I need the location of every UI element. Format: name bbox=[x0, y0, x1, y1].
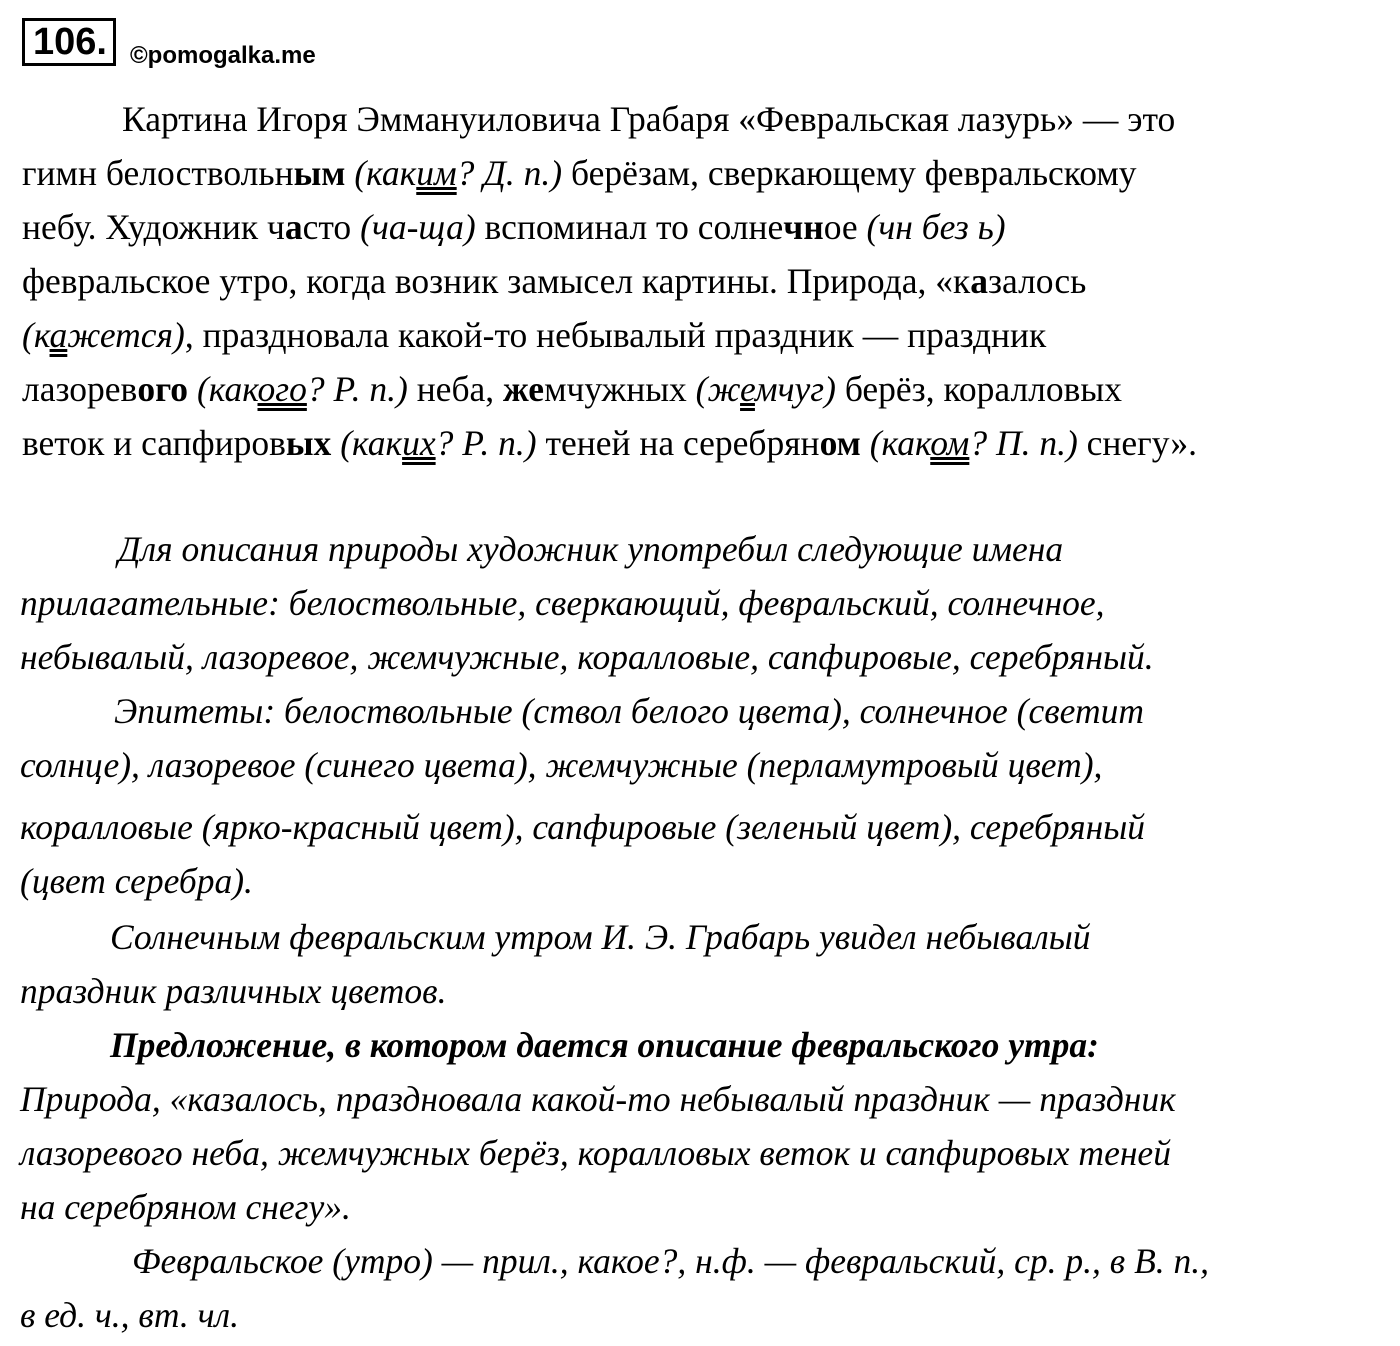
grammar-hint bbox=[22, 315, 185, 355]
ending-bold: ого bbox=[137, 369, 189, 409]
text-fragment: сто bbox=[302, 207, 352, 247]
text-line-2 bbox=[22, 146, 1392, 200]
text-fragment: берёзам, сверкающему февральскому bbox=[570, 153, 1137, 193]
grammar-hint bbox=[197, 369, 408, 409]
text-fragment: вспоминал то солне bbox=[484, 207, 784, 247]
text-fragment: гимн белоствольн bbox=[22, 153, 294, 193]
text-fragment: ое bbox=[823, 207, 858, 247]
grammar-hint bbox=[696, 369, 836, 409]
text-fragment: , праздновала какой-то небывалый праздник — праздник bbox=[184, 315, 1047, 355]
text-fragment: снегу». bbox=[1086, 423, 1198, 463]
letters-bold: чн bbox=[783, 207, 824, 247]
answer-line: небывалый, лазоревое, жемчужные, коралловые, сапфировые, серебряный. bbox=[20, 637, 1154, 677]
hint-underlined: а bbox=[49, 315, 68, 355]
hint-fragment: мчуг) bbox=[754, 369, 836, 409]
hint-fragment: (как bbox=[869, 423, 931, 463]
text-fragment: берёз, коралловых bbox=[844, 369, 1123, 409]
text-fragment: неба, bbox=[416, 369, 495, 409]
answer-line: Солнечным февральским утром И. Э. Грабарь увидел небывалый bbox=[110, 917, 1091, 957]
text-line-4 bbox=[22, 254, 1392, 308]
text-fragment: лазорев bbox=[22, 369, 138, 409]
letter-bold: ж bbox=[503, 369, 529, 409]
text-fragment: веток и сапфиров bbox=[22, 423, 286, 463]
hint-fragment: (как bbox=[340, 423, 403, 463]
grammar-hint bbox=[354, 153, 562, 193]
text-line-5 bbox=[22, 308, 1392, 362]
hint-fragment: (как bbox=[354, 153, 417, 193]
answer-line: Для описания природы художник употребил следующие имена bbox=[118, 529, 1064, 569]
answer-line: на серебряном снегу». bbox=[20, 1187, 351, 1227]
hint-underlined: им bbox=[416, 153, 457, 193]
answer-line: Февральское (утро) — прил., какое?, н.ф. — февральский, ср. р., в В. п., bbox=[132, 1241, 1210, 1281]
grammar-hint: (ча-ща) bbox=[360, 207, 476, 247]
hint-fragment: (как bbox=[196, 369, 258, 409]
hint-fragment: ? Д. п.) bbox=[456, 153, 563, 193]
text-fragment: февральское утро, когда возник замысел картины. Природа, «к bbox=[22, 261, 971, 301]
answer-line: в ед. ч., вт. чл. bbox=[20, 1295, 239, 1335]
ending-bold: ом bbox=[819, 423, 861, 463]
exercise-number: 106. bbox=[22, 18, 116, 66]
answer-line: солнце), лазоревое (синего цвета), жемчужные (перламутровый цвет), bbox=[20, 745, 1103, 785]
answer-line: (цвет серебра). bbox=[20, 861, 253, 901]
answer-line: Эпитеты: белоствольные (ствол белого цвета), солнечное (светит bbox=[114, 691, 1144, 731]
answer-line: лазоревого неба, жемчужных берёз, коралловых веток и сапфировых теней bbox=[20, 1133, 1171, 1173]
hint-underlined: их bbox=[402, 423, 436, 463]
hint-underlined: ом bbox=[930, 423, 970, 463]
ending-bold: ым bbox=[293, 153, 346, 193]
letter-bold: а bbox=[284, 207, 303, 247]
answer-line: коралловые (ярко-красный цвет), сапфировые (зеленый цвет), серебряный bbox=[20, 807, 1146, 847]
ending-bold: ых bbox=[285, 423, 332, 463]
letter-bold: а bbox=[970, 261, 988, 301]
hint-underlined: е bbox=[740, 369, 755, 409]
site-watermark: ©pomogalka.me bbox=[130, 42, 316, 69]
text-line-7 bbox=[22, 416, 1392, 470]
answer-line: праздник различных цветов. bbox=[20, 971, 447, 1011]
exercise-text bbox=[22, 92, 1392, 470]
text-fragment: мчужных bbox=[544, 369, 687, 409]
text-line-6 bbox=[22, 362, 1392, 416]
grammar-hint bbox=[340, 423, 536, 463]
text-line-3 bbox=[22, 200, 1392, 254]
letter-bold: е bbox=[528, 369, 545, 409]
hint-fragment: жется) bbox=[67, 315, 185, 355]
answer-line: Природа, «казалось, праздновала какой-то небывалый праздник — праздник bbox=[20, 1079, 1176, 1119]
text-fragment: небу. Художник ч bbox=[22, 207, 285, 247]
text-line-1 bbox=[22, 92, 1392, 146]
hint-fragment: ? Р. п.) bbox=[306, 369, 408, 409]
hint-fragment: ? Р. п.) bbox=[435, 423, 537, 463]
text-fragment: Картина Игоря Эммануиловича Грабаря «Февральская лазурь» — это bbox=[122, 99, 1176, 139]
hint-fragment: (ж bbox=[695, 369, 741, 409]
hint-fragment: (к bbox=[22, 315, 50, 355]
text-fragment: теней на серебрян bbox=[545, 423, 820, 463]
answer-heading: Предложение, в котором дается описание февральского утра: bbox=[110, 1025, 1099, 1065]
text-fragment: залось bbox=[987, 261, 1087, 301]
grammar-hint bbox=[870, 423, 1078, 463]
grammar-hint: (чн без ь) bbox=[866, 207, 1006, 247]
hint-fragment: ? П. п.) bbox=[969, 423, 1078, 463]
hint-underlined: ого bbox=[257, 369, 307, 409]
answer-line: прилагательные: белоствольные, сверкающий, февральский, солнечное, bbox=[20, 583, 1105, 623]
